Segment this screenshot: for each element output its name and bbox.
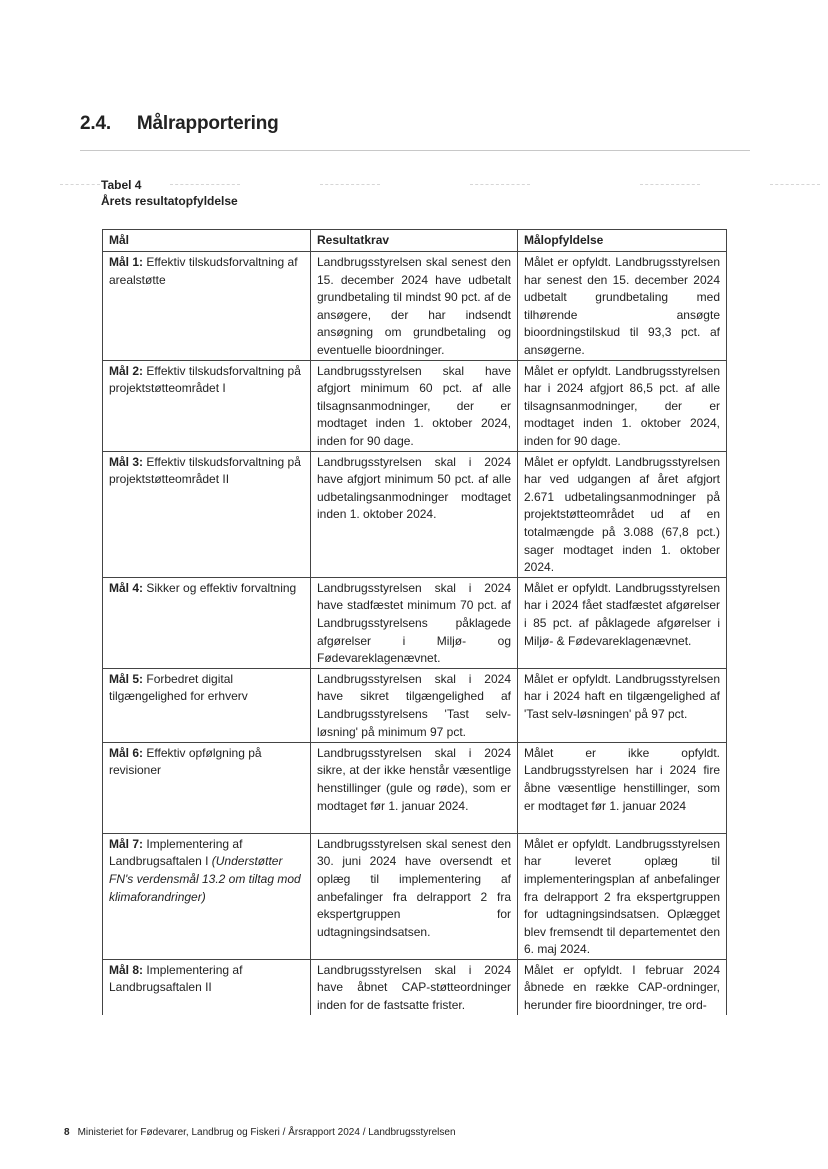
goal-cell [103, 833, 311, 959]
scan-artifact-line [640, 184, 700, 186]
requirement-cell: Landbrugsstyrelsen skal have afgjort minimum 60 pct. af alle tilsagnsanmodninger, der er modtaget inden 1. oktober 2024, inden for 90 dage. [311, 360, 518, 451]
fulfilment-cell: Målet er opfyldt. Landbrugsstyrelsen har i 2024 haft en tilgængelighed af 'Tast selv-løsningen' på 97 pct. [518, 668, 727, 742]
table-row [103, 252, 727, 361]
results-table [102, 229, 727, 1015]
goal-label: Mål 3: [109, 454, 144, 469]
heading-divider [80, 150, 750, 151]
goal-text: Implementering af Landbrugsaftalen I [109, 836, 243, 869]
column-header-goal: Mål [103, 230, 311, 252]
scan-artifact-line [770, 184, 820, 186]
goal-cell [103, 451, 311, 577]
column-header-requirement: Resultatkrav [311, 230, 518, 252]
fulfilment-cell: Målet er opfyldt. Landbrugsstyrelsen har ved udgangen af året afgjort 2.671 udbetalingsanmodninger på projektstøtteområdet ud af en totalmængde på 3.088 (67,8 pct.) sager modtaget inden 1. oktober 2024. [518, 451, 727, 577]
requirement-cell: Landbrugsstyrelsen skal i 2024 have afgjort minimum 50 pct. af alle udbetalingsanmodninger modtaget inden 1. oktober 2024. [311, 451, 518, 577]
fulfilment-cell: Målet er ikke opfyldt. Landbrugsstyrelsen har i 2024 fire åbne væsentlige henstillinger, som er modtaget før 1. januar 2024 [518, 742, 727, 833]
goal-note: (Understøtter FN's verdensmål 13.2 om tiltag mod klimaforandringer) [109, 854, 301, 904]
goal-cell [103, 959, 311, 1014]
column-header-fulfilment: Målopfyldelse [518, 230, 727, 252]
fulfilment-cell: Målet er opfyldt. Landbrugsstyrelsen har senest den 15. december 2024 udbetalt grundbetaling med tilhørende ansøgte bioordningstilskud til 93,3 pct. af ansøgerne. [518, 252, 727, 361]
goal-cell [103, 742, 311, 833]
fulfilment-cell: Målet er opfyldt. I februar 2024 åbnede en række CAP-ordninger, herunder fire bioordninger, tre ord- [518, 959, 727, 1014]
goal-label: Mål 4: [109, 580, 144, 595]
fulfilment-cell: Målet er opfyldt. Landbrugsstyrelsen har i 2024 fået stadfæstet afgørelser i 85 pct. af påklagede afgørelser i Miljø- & Fødevareklagenævnet. [518, 577, 727, 668]
footer-text: Ministeriet for Fødevarer, Landbrug og Fiskeri / Årsrapport 2024 / Landbrugsstyrelsen [77, 1127, 456, 1138]
goal-text: Forbedret digital tilgængelighed for erhverv [109, 671, 248, 704]
goal-text: Effektiv tilskudsforvaltning på projektstøtteområdet II [109, 454, 301, 487]
goal-label: Mål 6: [109, 745, 144, 760]
fulfilment-cell: Målet er opfyldt. Landbrugsstyrelsen har i 2024 afgjort 86,5 pct. af alle tilsagnsanmodninger, der er modtaget inden 1. oktober 2024, inden for 90 dage. [518, 360, 727, 451]
goal-label: Mål 7: [109, 836, 144, 851]
requirement-cell: Landbrugsstyrelsen skal i 2024 have åbnet CAP-støtteordninger inden for de fastsatte frister. [311, 959, 518, 1014]
table-row [103, 959, 727, 1014]
requirement-cell: Landbrugsstyrelsen skal i 2024 sikre, at der ikke henstår væsentlige henstillinger (gule og røde), som er modtaget før 1. januar 2024. [311, 742, 518, 833]
table-row [103, 833, 727, 959]
goal-text: Effektiv tilskudsforvaltning af arealstøtte [109, 255, 298, 287]
section-title: Målrapportering [136, 113, 279, 134]
scan-artifact-line [320, 184, 380, 186]
goal-label: Mål 2: [109, 363, 144, 378]
requirement-cell: Landbrugsstyrelsen skal senest den 30. juni 2024 have oversendt et oplæg til implementering af anbefalinger fra delrapport 2 fra ekspertgruppen for udtagningsindsatsen. [311, 833, 518, 959]
table-row [103, 742, 727, 833]
goal-cell [103, 577, 311, 668]
goal-cell [103, 252, 311, 361]
goal-cell [103, 360, 311, 451]
requirement-cell: Landbrugsstyrelsen skal i 2024 have stadfæstet minimum 70 pct. af Landbrugsstyrelsens påklagede afgørelser i Miljø- og Fødevareklagenævnet. [311, 577, 518, 668]
goal-text: Implementering af Landbrugsaftalen II [109, 962, 243, 995]
table-row [103, 577, 727, 668]
goal-text: Sikker og effektiv forvaltning [146, 580, 297, 595]
section-number: 2.4. [80, 113, 111, 134]
scan-artifact-line [60, 184, 100, 186]
table-row [103, 451, 727, 577]
goal-text: Effektiv opfølgning på revisioner [109, 745, 262, 778]
table-header-row [103, 230, 727, 252]
page-number: 8 [64, 1127, 70, 1138]
page-footer [64, 1127, 456, 1138]
table-number: Tabel 4 [101, 178, 142, 192]
section-heading [80, 113, 279, 135]
requirement-cell: Landbrugsstyrelsen skal i 2024 have sikret tilgængelighed af Landbrugsstyrelsens 'Tast selv-løsning' på minimum 97 pct. [311, 668, 518, 742]
scan-artifact-line [470, 184, 530, 186]
fulfilment-cell: Målet er opfyldt. Landbrugsstyrelsen har leveret oplæg til implementeringsplan af anbefalinger fra delrapport 2 fra ekspertgruppen for udtagningsindsatsen. Oplægget blev fremsendt til departementet den 6. maj 2024. [518, 833, 727, 959]
goal-label: Mål 1: [109, 255, 144, 269]
goal-label: Mål 8: [109, 962, 144, 977]
goal-text: Effektiv tilskudsforvaltning på projektstøtteområdet I [109, 363, 301, 396]
table-row [103, 360, 727, 451]
goal-cell [103, 668, 311, 742]
requirement-cell: Landbrugsstyrelsen skal senest den 15. december 2024 have udbetalt grundbetaling til mindst 90 pct. af de ansøgere, der har indsendt ansøgning om grundbetaling og eventuelle bioordninger. [311, 252, 518, 361]
table-caption [101, 177, 238, 209]
table-title: Årets resultatopfyldelse [101, 194, 238, 208]
table-row [103, 668, 727, 742]
goal-label: Mål 5: [109, 671, 144, 686]
